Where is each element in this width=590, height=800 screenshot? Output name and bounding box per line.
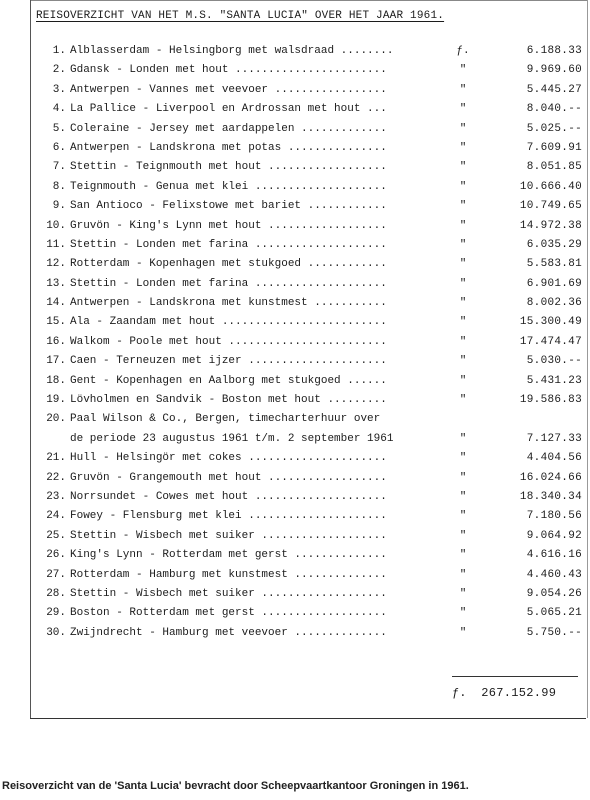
row-currency: " <box>459 258 467 271</box>
row-description: Coleraine - Jersey met aardappelen ............. <box>70 122 387 135</box>
row-amount: 17.474.47 <box>519 335 582 348</box>
row-currency: " <box>459 529 467 542</box>
row-description: Gent - Kopenhagen en Aalborg met stukgoed ...... <box>70 374 387 387</box>
row-amount: 7.180.56 <box>526 510 582 523</box>
voyage-row <box>0 255 590 274</box>
row-number: 30. <box>46 626 66 639</box>
row-currency: " <box>459 432 467 445</box>
row-number: 15. <box>46 316 66 329</box>
row-number: 25. <box>46 529 66 542</box>
row-currency: " <box>459 335 467 348</box>
row-amount: 19.586.83 <box>519 394 582 407</box>
row-currency: " <box>459 316 467 329</box>
row-amount: 9.054.26 <box>526 587 582 600</box>
row-amount: 5.431.23 <box>526 374 582 387</box>
row-currency: " <box>459 141 467 154</box>
row-amount: 7.127.33 <box>526 432 582 445</box>
row-description: Stettin - Teignmouth met hout .................. <box>70 161 387 174</box>
row-description: King's Lynn - Rotterdam met gerst .............. <box>70 549 387 562</box>
row-amount: 5.025.-- <box>526 122 582 135</box>
voyage-row <box>0 178 590 197</box>
row-number: 23. <box>46 490 66 503</box>
row-description: San Antioco - Felixstowe met bariet ............ <box>70 200 387 213</box>
row-amount: 4.404.56 <box>526 452 582 465</box>
row-currency: " <box>459 355 467 368</box>
voyage-row <box>0 217 590 236</box>
row-description: Stettin - Londen met farina .................... <box>70 277 387 290</box>
row-currency: " <box>459 568 467 581</box>
row-amount: 10.749.65 <box>519 200 582 213</box>
row-amount: 8.002.36 <box>526 297 582 310</box>
row-description: Rotterdam - Kopenhagen met stukgoed ............ <box>70 258 387 271</box>
row-amount: 9.969.60 <box>526 64 582 77</box>
voyage-row <box>0 42 590 61</box>
row-currency: " <box>459 64 467 77</box>
voyage-row <box>0 294 590 313</box>
row-currency: " <box>459 161 467 174</box>
voyage-row <box>0 139 590 158</box>
row-number: 6. <box>52 141 66 154</box>
total-currency: ƒ. <box>452 686 467 700</box>
voyage-row <box>0 546 590 565</box>
row-amount: 16.024.66 <box>519 471 582 484</box>
row-description: Stettin - Wisbech met suiker ................... <box>70 587 387 600</box>
row-amount: 5.065.21 <box>526 607 582 620</box>
document-title: REISOVERZICHT VAN HET M.S. "SANTA LUCIA" OVER HET JAAR 1961. <box>36 10 445 22</box>
voyage-row <box>0 585 590 604</box>
voyage-row <box>0 158 590 177</box>
row-description: Antwerpen - Landskrona met potas ............... <box>70 141 387 154</box>
row-description: Boston - Rotterdam met gerst ................... <box>70 607 387 620</box>
row-amount: 15.300.49 <box>519 316 582 329</box>
frame-top-border <box>30 0 588 1</box>
row-currency: " <box>459 277 467 290</box>
row-currency: " <box>459 219 467 232</box>
row-description: Stettin - Londen met farina .................... <box>70 238 387 251</box>
row-description: Alblasserdam - Helsingborg met walsdraad ........ <box>70 45 394 57</box>
row-amount: 8.040.-- <box>526 103 582 116</box>
row-amount: 7.609.91 <box>526 141 582 154</box>
row-description: Hull - Helsingör met cokes ..................... <box>70 452 387 465</box>
voyage-row <box>0 507 590 526</box>
row-currency: " <box>459 626 467 639</box>
row-description: Lövholmen en Sandvik - Boston met hout ......... <box>70 394 387 407</box>
row-description: Norrsundet - Cowes met hout .................... <box>70 490 387 503</box>
row-amount: 4.460.43 <box>526 568 582 581</box>
row-number: 16. <box>46 335 66 348</box>
row-currency: " <box>459 180 467 193</box>
voyage-row <box>0 449 590 468</box>
frame-bottom-border <box>30 718 586 719</box>
row-description: Zwijndrecht - Hamburg met veevoer .............. <box>70 626 387 639</box>
voyage-row <box>0 469 590 488</box>
row-description: Gruvön - Grangemouth met hout .................. <box>70 471 387 484</box>
voyage-row <box>0 372 590 391</box>
voyage-row <box>0 333 590 352</box>
row-number: 4. <box>52 103 66 116</box>
row-amount: 18.340.34 <box>519 490 582 503</box>
row-description: Stettin - Wisbech met suiker ................... <box>70 529 387 542</box>
row-currency: " <box>459 510 467 523</box>
voyage-row <box>0 100 590 119</box>
row-number: 11. <box>46 238 66 251</box>
row-description: Paal Wilson & Co., Bergen, timecharterhuur over <box>70 413 381 426</box>
row-number: 28. <box>46 587 66 600</box>
row-number: 1. <box>52 45 66 57</box>
row-description: Gruvön - King's Lynn met hout .................. <box>70 219 387 232</box>
row-amount: 5.750.-- <box>526 626 582 639</box>
row-currency: " <box>459 587 467 600</box>
row-description: Walkom - Poole met hout ........................ <box>70 335 387 348</box>
row-number: 13. <box>46 277 66 290</box>
row-amount: 5.030.-- <box>526 355 582 368</box>
total-rule <box>452 676 578 677</box>
row-currency: " <box>459 452 467 465</box>
figure-caption: Reisoverzicht van de 'Santa Lucia' bevracht door Scheepvaartkantoor Groningen in 1961. <box>2 780 469 792</box>
voyage-row <box>0 604 590 623</box>
row-currency: " <box>459 122 467 135</box>
voyage-row <box>0 81 590 100</box>
row-amount: 9.064.92 <box>526 529 582 542</box>
row-number: 7. <box>52 161 66 174</box>
voyage-row <box>0 527 590 546</box>
voyage-row <box>0 197 590 216</box>
row-currency: " <box>459 394 467 407</box>
voyage-list <box>0 42 590 643</box>
row-number: 19. <box>46 394 66 407</box>
row-number: 17. <box>46 355 66 368</box>
row-amount: 14.972.38 <box>519 219 582 232</box>
row-number: 9. <box>52 200 66 213</box>
row-amount: 10.666.40 <box>519 180 582 193</box>
row-currency: " <box>459 200 467 213</box>
row-currency: ƒ. <box>456 45 470 57</box>
row-number: 5. <box>52 122 66 135</box>
row-amount: 8.051.85 <box>526 161 582 174</box>
row-amount: 5.445.27 <box>526 83 582 96</box>
row-description: de periode 23 augustus 1961 t/m. 2 september 1961 <box>70 432 394 445</box>
voyage-row <box>0 61 590 80</box>
voyage-row <box>0 624 590 643</box>
row-currency: " <box>459 297 467 310</box>
row-description: La Pallice - Liverpool en Ardrossan met hout ... <box>70 103 387 116</box>
voyage-row <box>0 391 590 410</box>
row-number: 8. <box>52 180 66 193</box>
row-description: Teignmouth - Genua met klei .................... <box>70 180 387 193</box>
row-number: 2. <box>52 64 66 77</box>
voyage-row <box>0 313 590 332</box>
row-currency: " <box>459 607 467 620</box>
voyage-row <box>0 275 590 294</box>
row-number: 3. <box>52 83 66 96</box>
row-description: Fowey - Flensburg met klei ..................... <box>70 510 387 523</box>
voyage-row <box>0 410 590 429</box>
row-currency: " <box>459 490 467 503</box>
row-amount: 5.583.81 <box>526 258 582 271</box>
row-amount: 4.616.16 <box>526 549 582 562</box>
row-number: 26. <box>46 549 66 562</box>
row-description: Gdansk - Londen met hout ....................... <box>70 64 387 77</box>
row-currency: " <box>459 374 467 387</box>
row-number: 10. <box>46 219 66 232</box>
row-currency: " <box>459 83 467 96</box>
row-number: 24. <box>46 510 66 523</box>
row-number: 14. <box>46 297 66 310</box>
row-description: Rotterdam - Hamburg met kunstmest .............. <box>70 568 387 581</box>
row-number: 12. <box>46 258 66 271</box>
row-amount: 6.901.69 <box>526 277 582 290</box>
row-description: Antwerpen - Landskrona met kunstmest ........... <box>70 297 387 310</box>
row-amount: 6.188.33 <box>526 45 582 57</box>
voyage-row <box>0 430 590 449</box>
voyage-row <box>0 566 590 585</box>
row-number: 18. <box>46 374 66 387</box>
row-amount: 6.035.29 <box>526 238 582 251</box>
row-currency: " <box>459 103 467 116</box>
row-number: 20. <box>46 413 66 426</box>
total-amount: 267.152.99 <box>481 686 557 700</box>
total-line <box>452 686 582 700</box>
voyage-row <box>0 236 590 255</box>
voyage-row <box>0 488 590 507</box>
row-number: 29. <box>46 607 66 620</box>
voyage-row <box>0 120 590 139</box>
row-description: Antwerpen - Vannes met veevoer ................. <box>70 83 387 96</box>
row-number: 27. <box>46 568 66 581</box>
row-number: 21. <box>46 452 66 465</box>
row-description: Caen - Terneuzen met ijzer ..................... <box>70 355 387 368</box>
row-currency: " <box>459 549 467 562</box>
row-description: Ala - Zaandam met hout ......................... <box>70 316 387 329</box>
voyage-row <box>0 352 590 371</box>
row-currency: " <box>459 238 467 251</box>
row-number: 22. <box>46 471 66 484</box>
row-currency: " <box>459 471 467 484</box>
